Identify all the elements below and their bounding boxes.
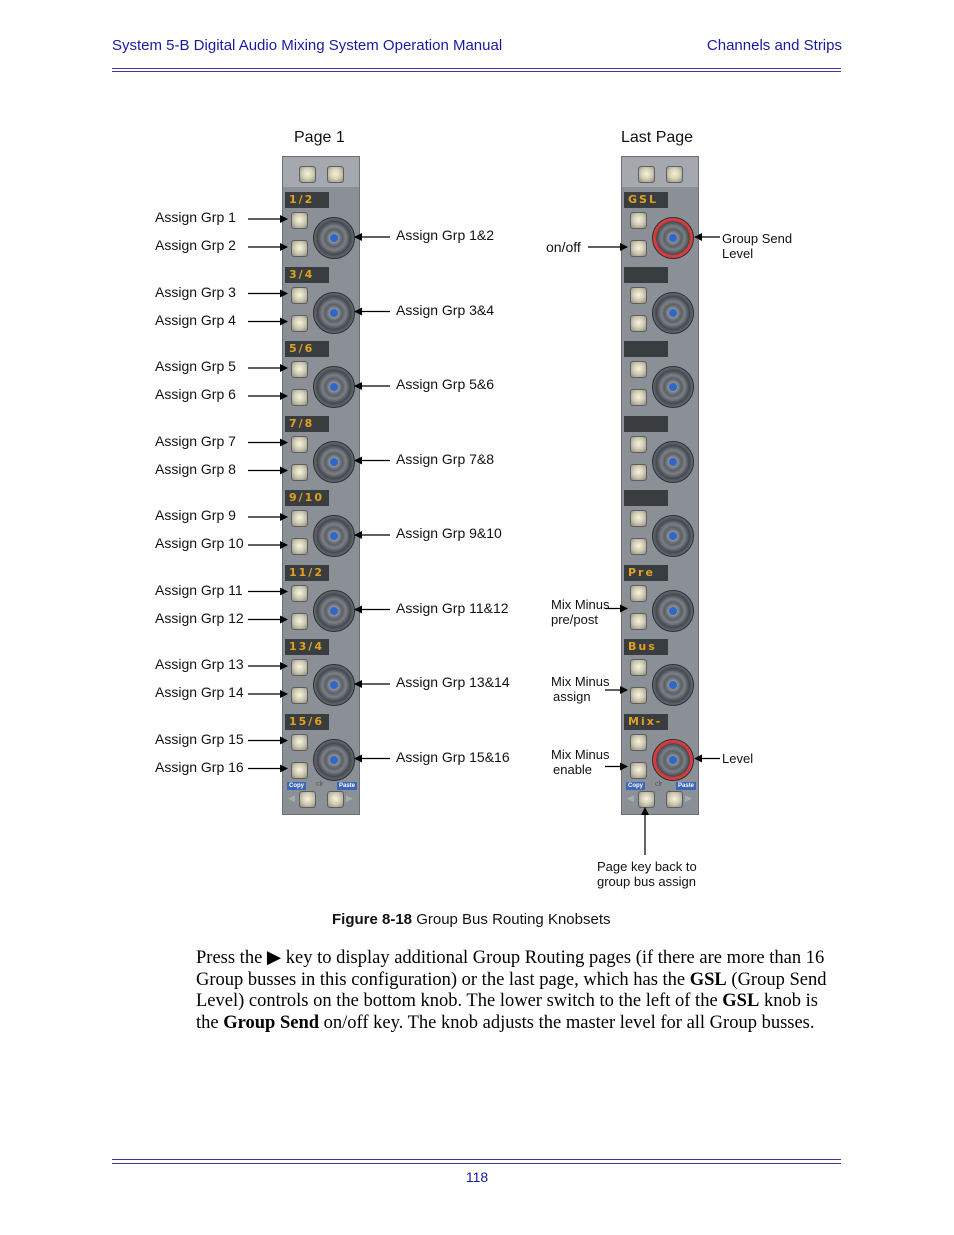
copy-key-label: Copy: [289, 783, 304, 789]
page1-group-label: 1/2: [285, 192, 329, 208]
knob-assign-callout: Assign Grp 7&8: [396, 450, 495, 467]
assign-group-callout: Assign Grp 8: [155, 460, 236, 477]
lastpage-group-label: Pre: [624, 565, 668, 581]
lastpage-group-label: Bus: [624, 639, 668, 655]
page1-title: Page 1: [294, 129, 345, 146]
body-text: key to display additional Group Routing pages (if there are more than 16 Group busses in this configuration) or the last page, which has the: [196, 948, 825, 990]
clear-key-label: clr: [316, 781, 324, 788]
body-bold-term: Group Send: [223, 1012, 320, 1033]
knob-assign-callout: Assign Grp 5&6: [396, 376, 495, 392]
body-text: Press the: [196, 948, 267, 968]
knob-assign-callout: Assign Grp 11&12: [396, 599, 509, 616]
copy-key-label: Copy: [628, 783, 643, 789]
paste-key-label: Paste: [339, 783, 356, 789]
clear-key-label: clr: [655, 781, 663, 788]
assign-group-callout: Assign Grp 2: [155, 237, 236, 253]
pagekey-line1: Page key back to: [597, 859, 697, 874]
header-manual-title: System 5-B Digital Audio Mixing System Operation Manual: [112, 37, 503, 54]
mixminus-assign-line2: assign: [553, 689, 591, 704]
assign-group-callout: Assign Grp 7: [155, 432, 236, 449]
knob-assign-callout: Assign Grp 3&4: [396, 301, 495, 318]
gsl-callout-line1: Group Send: [722, 231, 793, 246]
pagekey-line2: group bus assign: [597, 874, 697, 889]
page-right-arrow-icon[interactable]: ▶: [346, 793, 353, 803]
footer-rule-bottom: [112, 1163, 841, 1164]
page1-group-label: 9/10: [285, 490, 329, 506]
knob-assign-callout: Assign Grp 1&2: [396, 227, 495, 243]
page1-group-label: 5/6: [285, 341, 329, 357]
next-page-arrow-icon: ▶: [266, 948, 282, 968]
onoff-callout: on/off: [546, 239, 581, 255]
assign-group-callout: Assign Grp 10: [155, 535, 244, 551]
body-paragraph: [196, 948, 841, 1034]
knob-assign-callout: Assign Grp 15&16: [396, 748, 510, 765]
paste-key-label: Paste: [678, 783, 695, 789]
mixminus-assign-line1: Mix Minus: [551, 674, 610, 689]
mixminus-prepost-line1: Mix Minus: [551, 597, 610, 612]
assign-group-callout: Assign Grp 4: [155, 311, 236, 328]
page1-group-label: 13/4: [285, 639, 329, 655]
lastpage-title: Last Page: [621, 129, 694, 146]
assign-group-callout: Assign Grp 3: [155, 283, 236, 300]
assign-group-callout: Assign Grp 14: [155, 684, 244, 700]
assign-group-callout: Assign Grp 16: [155, 758, 244, 775]
figure-caption-number: Figure 8-18: [332, 911, 413, 928]
body-text: knob is the: [196, 991, 818, 1033]
assign-group-callout: Assign Grp 11: [155, 581, 243, 598]
page1-group-label: 3/4: [285, 267, 329, 283]
header-section-title: Channels and Strips: [706, 37, 842, 54]
page-number: 118: [465, 1169, 489, 1185]
body-text: (Group Send Level) controls on the bottom knob. The lower switch to the left of the: [196, 969, 827, 1011]
assign-group-callout: Assign Grp 12: [155, 609, 244, 626]
assign-group-callout: Assign Grp 9: [155, 507, 236, 523]
page1-group-label: 11/2: [285, 565, 329, 581]
page1-group-label: 15/6: [285, 714, 329, 730]
mixminus-enable-line1: Mix Minus: [551, 747, 610, 762]
footer-rule-top: [112, 1159, 841, 1160]
page-left-arrow-icon[interactable]: ◀: [288, 793, 295, 803]
level-callout: Level: [722, 751, 754, 766]
page-left-arrow-icon[interactable]: ◀: [627, 793, 634, 803]
gsl-callout-line2: Level: [722, 246, 754, 261]
figure-caption: [332, 911, 610, 928]
page-right-arrow-icon[interactable]: ▶: [685, 793, 692, 803]
assign-group-callout: Assign Grp 15: [155, 730, 244, 747]
mixminus-prepost-line2: pre/post: [551, 612, 598, 627]
knob-assign-callout: Assign Grp 9&10: [396, 525, 502, 541]
body-bold-term: GSL: [722, 991, 760, 1011]
lastpage-group-label: GSL: [624, 192, 668, 208]
figure-caption-text: Group Bus Routing Knobsets: [412, 911, 611, 928]
lastpage-group-label: Mix-: [624, 714, 668, 730]
assign-group-callout: Assign Grp 6: [155, 386, 236, 402]
assign-group-callout: Assign Grp 5: [155, 358, 236, 374]
mixminus-enable-line2: enable: [553, 762, 593, 777]
body-text: on/off key. The knob adjusts the master level for all Group busses.: [319, 1012, 815, 1033]
page1-group-label: 7/8: [285, 416, 329, 432]
body-bold-term: GSL: [689, 969, 727, 990]
knob-assign-callout: Assign Grp 13&14: [396, 674, 510, 690]
assign-group-callout: Assign Grp 1: [155, 209, 236, 225]
assign-group-callout: Assign Grp 13: [155, 656, 244, 672]
